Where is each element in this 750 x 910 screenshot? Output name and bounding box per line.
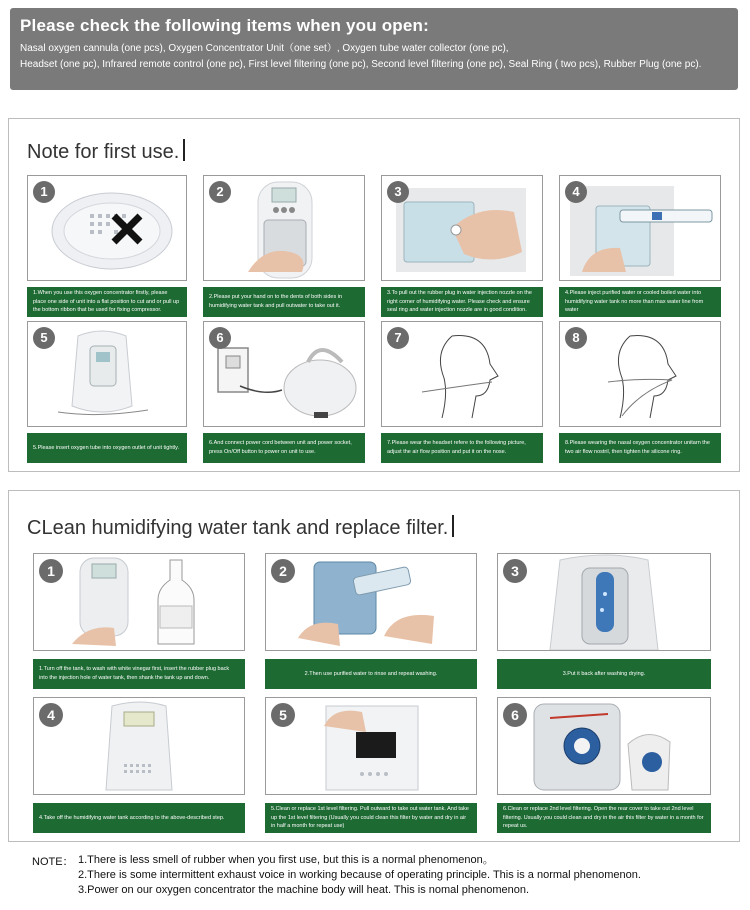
clean-step-1-number: 1 <box>39 559 63 583</box>
step-1-number: 1 <box>33 181 55 203</box>
step-4-caption: 4.Please inject purified water or cooled boiled water into humidifying water tank no more than max water line from water <box>559 287 721 317</box>
clean-step-5-image <box>265 697 477 795</box>
clean-step-5-number: 5 <box>271 703 295 727</box>
note-items <box>78 853 718 898</box>
first-use-section <box>8 118 740 472</box>
contents-title: Please check the following items when you open: <box>20 16 429 35</box>
clean-section <box>8 490 740 842</box>
clean-step-3-image <box>497 553 711 651</box>
clean-step-6-caption: 6.Clean or replace 2nd level filtering. Open the rear cover to take out 2nd level filtering. Usually you could clean and dry in the air this filter by water in a month for repeat us. <box>497 803 711 833</box>
clean-step-6-image <box>497 697 711 795</box>
contents-header <box>10 8 738 90</box>
contents-line-2: Headset (one pc), Infrared remote control (one pc), First level filtering (one pc), Second level filtering (one pc), Seal Ring ( two pcs), Rubber Plug (one pc). <box>20 58 702 70</box>
clean-step-2-image <box>265 553 477 651</box>
note-label: NOTE： <box>32 856 74 868</box>
clean-heading: CLean humidifying water tank and replace filter. <box>27 515 454 540</box>
step-3-number: 3 <box>387 181 409 203</box>
step-3-caption: 3.To pull out the rubber plug in water injection nozzle on the right corner of humidifying water. Please check and ensure seal ring and water injection nozzle are in good condition. <box>381 287 543 317</box>
clean-step-4-caption: 4.Take off the humidifying water tank according to the above-described step. <box>33 803 245 833</box>
step-5-number: 5 <box>33 327 55 349</box>
clean-step-4-image <box>33 697 245 795</box>
step-8-caption: 8.Please wearing the nasal oxygen concentrator unitarn the two air flow nostril, then tighten the silicone ring. <box>559 433 721 463</box>
step-2-caption: 2.Please put your hand on to the dents of both sides in humidifying water tank and pull outwater to take out it. <box>203 287 365 317</box>
clean-step-2-number: 2 <box>271 559 295 583</box>
clean-step-1-caption: 1.Turn off the tank, to wash with white vinegar first, insert the rubber plug back into the injection hole of water tank, then shank the tank up and down. <box>33 659 245 689</box>
clean-step-3-number: 3 <box>503 559 527 583</box>
step-7-number: 7 <box>387 327 409 349</box>
step-1-caption: 1.When you use this oxygen concentrator firstly, please place one side of unit into a flat position to cut and or pull up the bottom ribbon that be used for fixing compressor. <box>27 287 187 317</box>
contents-line-1: Nasal oxygen cannula (one pcs), Oxygen Concentrator Unit（one set）, Oxygen tube water collector (one pc), <box>20 43 509 54</box>
step-8-number: 8 <box>565 327 587 349</box>
note-item-2: 2.There is some intermittent exhaust voice in working because of operating principle. This is a normal phenomenon. <box>78 869 641 881</box>
clean-step-5-caption: 5.Clean or replace 1st level filtering. Pull outward to take out water tank. And take up the 1st level filtering (Usually you could clean this filter by water and dry in air in half a month for repeat use) <box>265 803 477 833</box>
clean-step-3-caption: 3.Put it back after washing drying. <box>497 659 711 689</box>
step-7-caption: 7.Please wear the headset refere to the following picture, adjust the air flow position and put it on the nose. <box>381 433 543 463</box>
step-5-caption: 5.Please insert oxygen tube into oxygen outlet of unit tightly. <box>27 433 187 463</box>
note-item-3: 3.Power on our oxygen concentrator the machine body will heat. This is nomal phenomenon. <box>78 884 530 896</box>
step-2-number: 2 <box>209 181 231 203</box>
step-6-number: 6 <box>209 327 231 349</box>
clean-step-1-image <box>33 553 245 651</box>
clean-step-6-number: 6 <box>503 703 527 727</box>
step-6-caption: 6.And connect power cord between unit and power socket, press On/Off button to power on unit to use. <box>203 433 365 463</box>
clean-step-2-caption: 2.Then use purified water to rinse and repeat washing. <box>265 659 477 689</box>
clean-step-4-number: 4 <box>39 703 63 727</box>
step-4-number: 4 <box>565 181 587 203</box>
note-item-1: 1.There is less smell of rubber when you first use, but this is a normal phenomenon。 <box>78 854 494 866</box>
first-use-heading: Note for first use. <box>27 139 185 164</box>
